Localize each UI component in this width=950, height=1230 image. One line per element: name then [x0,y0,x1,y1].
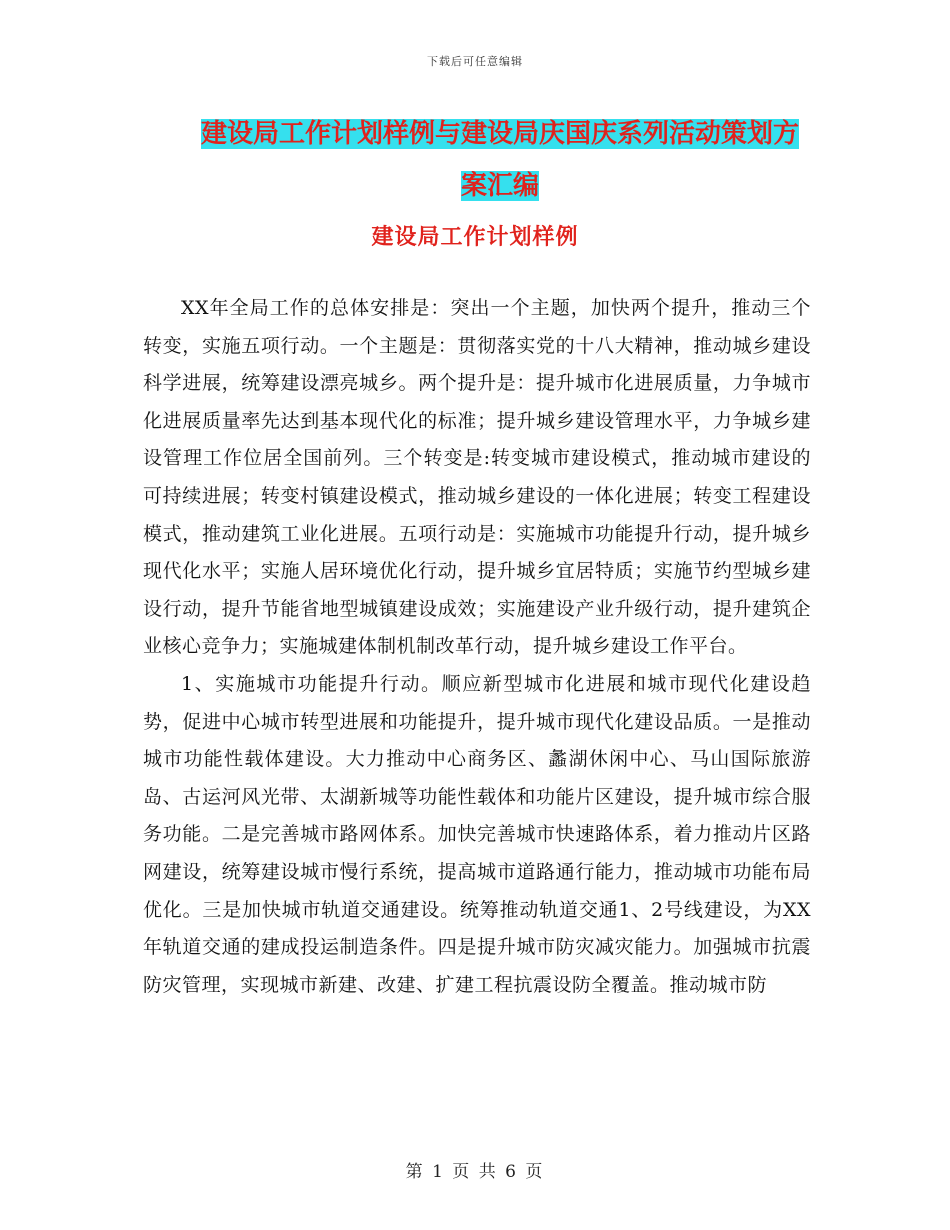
body-text [143,290,811,1004]
section-title: 建设局工作计划样例 [371,224,579,250]
document-title-text: 建设局工作计划样例与建设局庆国庆系列活动策划方案汇编 [200,119,799,201]
document-title [190,108,810,212]
page-footer: 第 1 页 共 6 页 [405,1162,545,1182]
paragraph: 1、实施城市功能提升行动。顺应新型城市化进展和城市现代化建设趋势，促进中心城市转型进展和功能提升，提升城市现代化建设品质。一是推动城市功能性载体建设。大力推动中心商务区、蠡湖休闲中心、马山国际旅游岛、古运河风光带、太湖新城等功能性载体和功能片区建设，提升城市综合服务功能。二是完善城市路网体系。加快完善城市快速路体系，着力推动片区路网建设，统筹建设城市慢行系统，提高城市道路通行能力，推动城市功能布局优化。三是加快城市轨道交通建设。统筹推动轨道交通1、2号线建设，为XX年轨道交通的建成投运制造条件。四是提升城市防灾减灾能力。加强城市抗震防灾管理，实现城市新建、改建、扩建工程抗震设防全覆盖。推动城市防 [143,672,811,996]
header-note: 下载后可任意编辑 [427,55,523,68]
paragraph: XX年全局工作的总体安排是：突出一个主题，加快两个提升，推动三个转变，实施五项行动。一个主题是：贯彻落实党的十八大精神，推动城乡建设科学进展，统筹建设漂亮城乡。两个提升是：提升城市化进展质量，力争城市化进展质量率先达到基本现代化的标准；提升城乡建设管理水平，力争城乡建设管理工作位居全国前列。三个转变是:转变城市建设模式，推动城市建设的可持续进展；转变村镇建设模式，推动城乡建设的一体化进展；转变工程建设模式，推动建筑工业化进展。五项行动是：实施城市功能提升行动，提升城乡现代化水平；实施人居环境优化行动，提升城乡宜居特质；实施节约型城乡建设行动，提升节能省地型城镇建设成效；实施建设产业升级行动，提升建筑企业核心竞争力；实施城建体制机制改革行动，提升城乡建设工作平台。 [143,297,811,658]
